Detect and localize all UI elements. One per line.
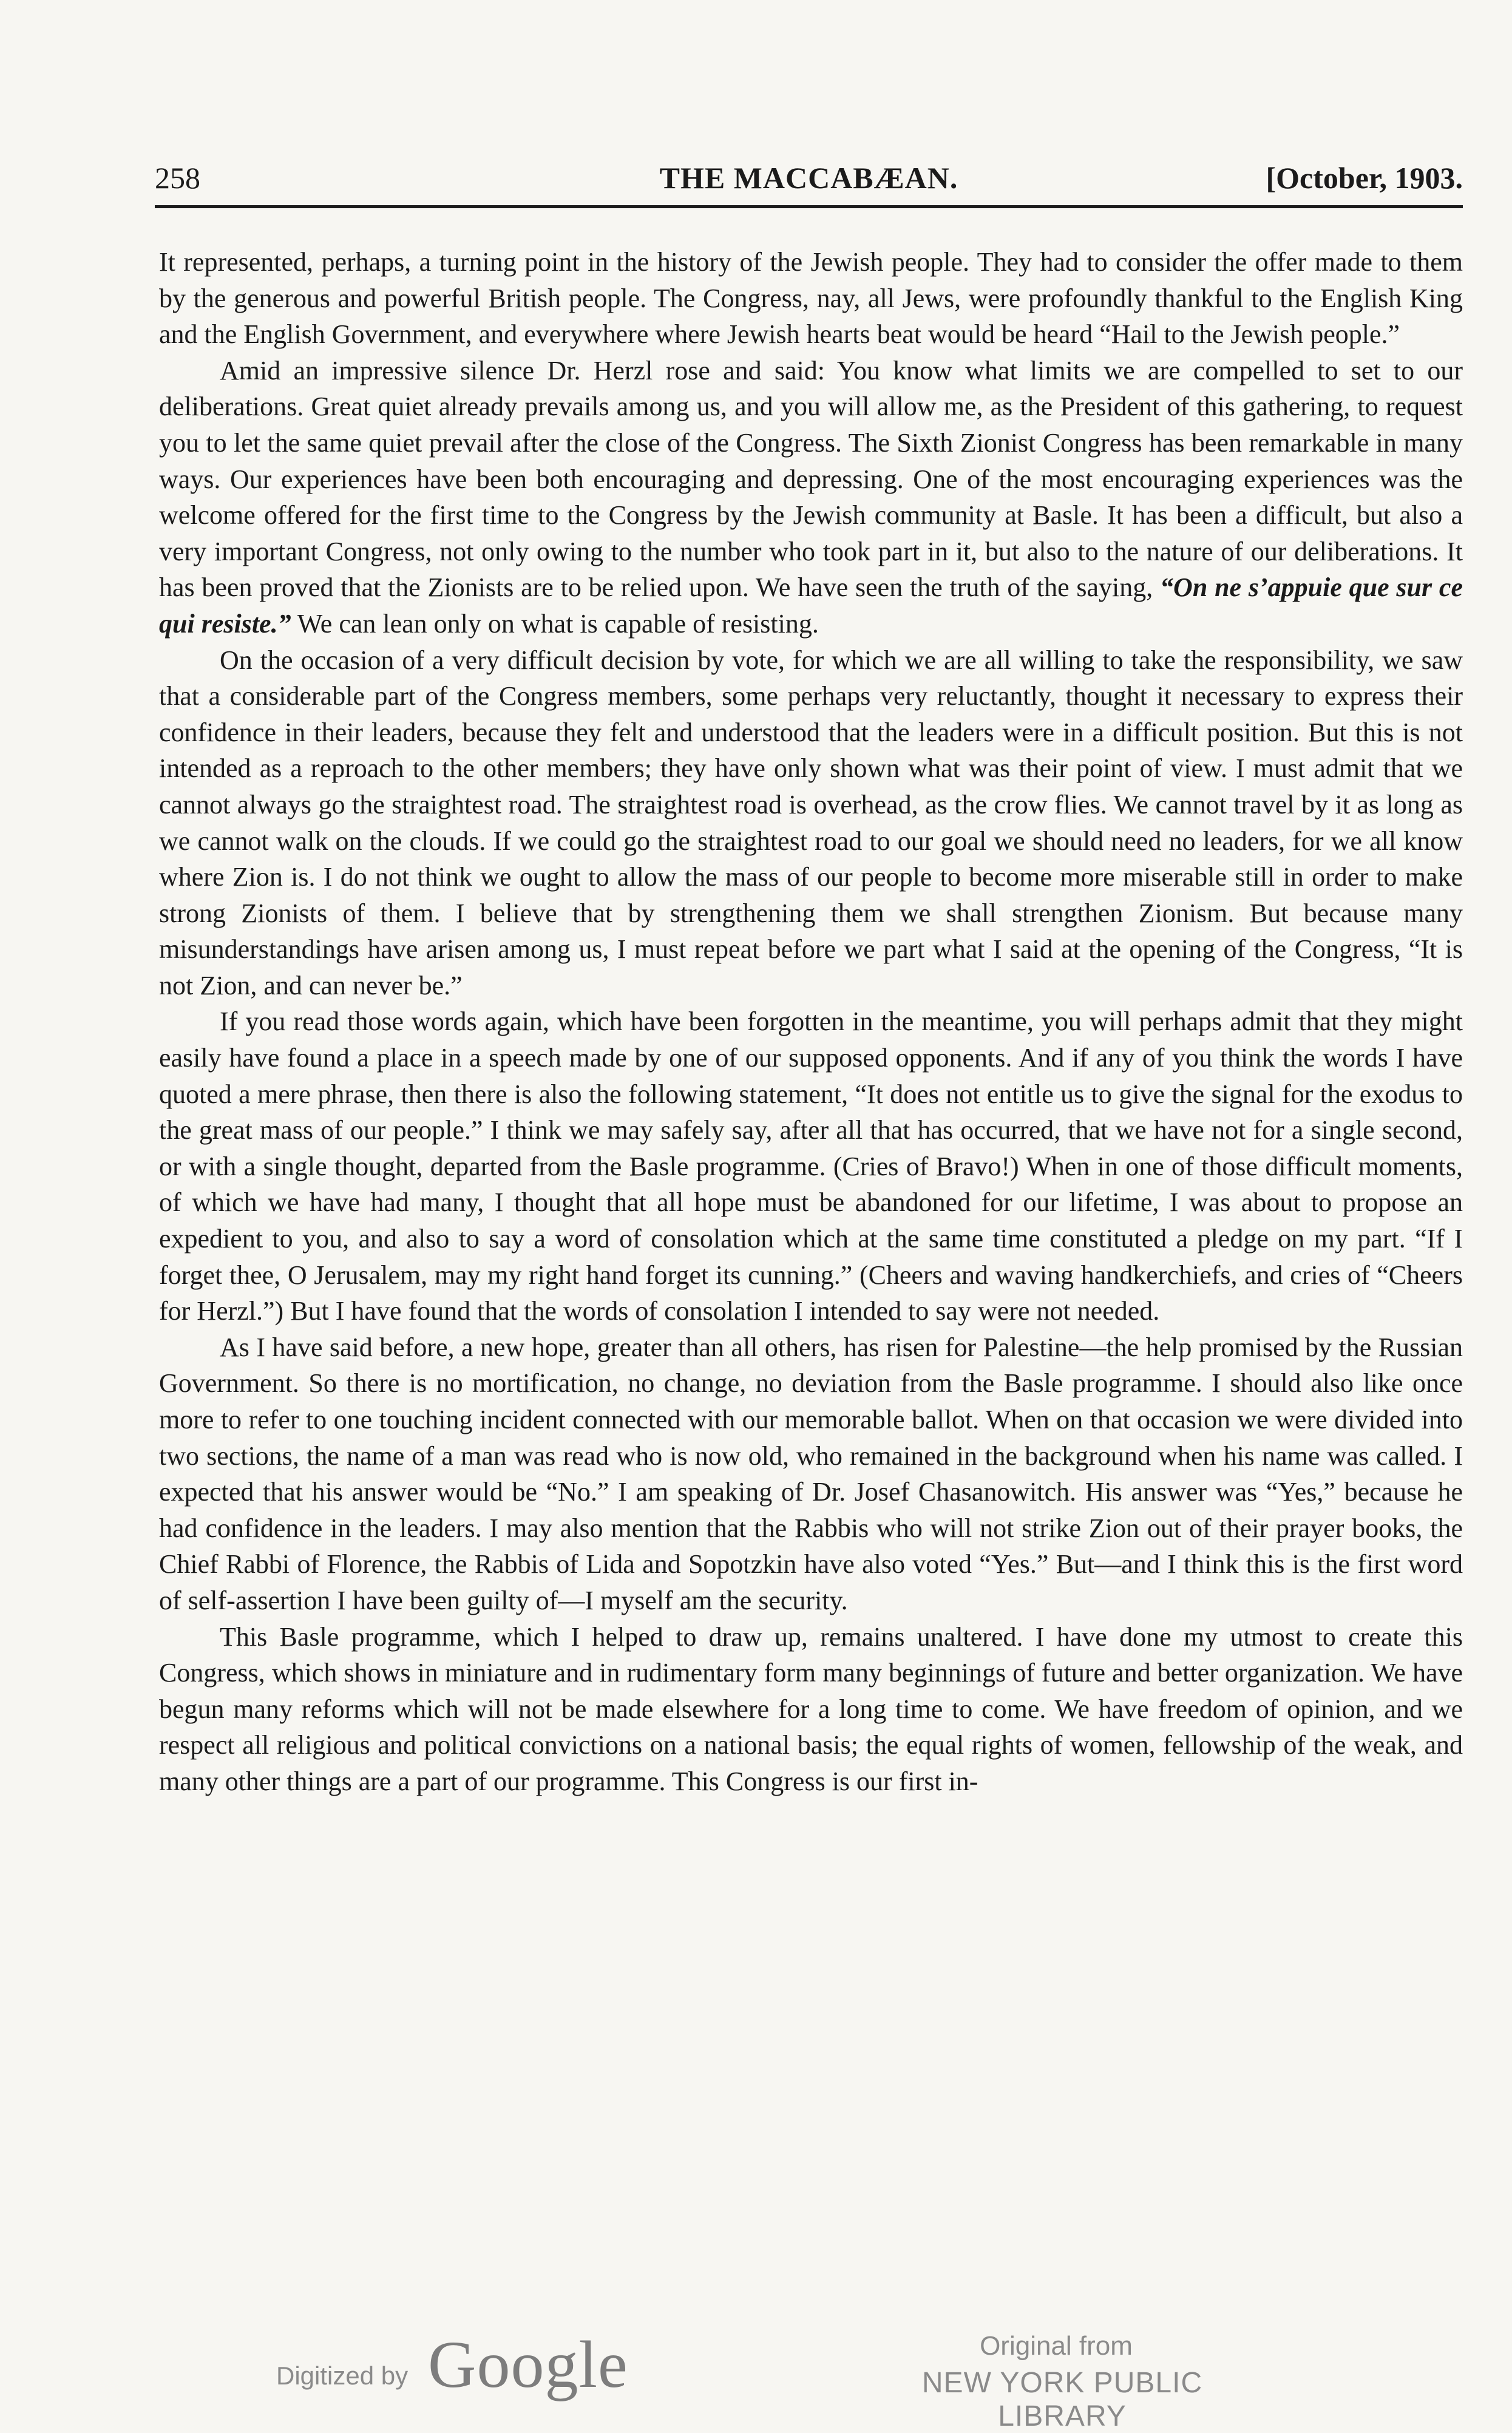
paragraph-2-text: Amid an impressive silence Dr. Herzl rose and said: You know what limits we are compelled to set to our deliberations. Great quiet already prevails among us, and you will allow me, as the President of this gathering, to request you to let the same quiet prevail after the close of the Congress. The Sixth Zionist Congress has been remarkable in many ways. Our experiences have been both encouraging and depressing. One of the most encouraging experiences was the welcome offered for the first time to the Congress by the Jewish community at Basle. It has been a difficult, but also a very important Congress, not only owing to the number who took part in it, but also to the nature of our deliberations. It has been proved that the Zionists are to be relied upon. We have seen the truth of the saying, <box>159 355 1463 603</box>
journal-title: THE MACCABÆAN. <box>659 161 958 195</box>
original-from-label: Original from <box>980 2331 1133 2361</box>
library-name: NEW YORK PUBLIC LIBRARY <box>921 2367 1203 2432</box>
french-quote: “On ne s’appuie que sur ce qui resiste.” <box>159 572 1463 639</box>
paragraph-2 <box>159 353 1463 642</box>
google-logo: Google <box>428 2327 628 2401</box>
digitized-by-label: Digitized by <box>276 2361 409 2390</box>
paragraph-2-continuation: We can lean only on what is capable of resisting. <box>291 608 819 639</box>
running-head <box>155 157 1463 199</box>
header-rule <box>155 205 1463 208</box>
paragraph-4: If you read those words again, which have been forgotten in the meantime, you will perhaps admit that they might easily have found a place in a speech made by one of our supposed opponents. And if any of you think the words I have quoted a mere phrase, then there is also the following statement, “It does not entitle us to give the signal for the exodus to the great mass of our people.” I think we may safely say, after all that has occurred, that we have not for a single second, or with a single thought, departed from the Basle programme. (Cries of Bravo!) When in one of those difficult moments, of which we have had many, I thought that all hope must be abandoned for our lifetime, I was about to propose an expedient to you, and also to say a word of consolation which at the same time constituted a pledge on my part. “If I forget thee, O Jerusalem, may my right hand forget its cunning.” (Cheers and waving handkerchiefs, and cries of “Cheers for Herzl.”) But I have found that the words of consolation I intended to say were not needed. <box>159 1006 1463 1326</box>
digitization-footer <box>0 2325 1512 2432</box>
paragraph-6: This Basle programme, which I helped to draw up, remains unaltered. I have done my utmost to create this Congress, which shows in miniature and in rudimentary form many beginnings of future and better organization. We have begun many reforms which will not be made elsewhere for a long time to come. We have freedom of opinion, and we respect all religious and political convictions on a national basis; the equal rights of women, fellowship of the weak, and many other things are a part of our programme. This Congress is our first in- <box>159 1621 1463 1796</box>
issue-date: [October, 1903. <box>1266 161 1463 195</box>
paragraph-1: It represented, perhaps, a turning point in the history of the Jewish people. They had to consider the offer made to them by the generous and powerful British people. The Congress, nay, all Jews, were profoundly thankful to the English King and the English Government, and everywhere where Jewish hearts beat would be heard “Hail to the Jewish people.” <box>159 247 1463 350</box>
article-body <box>159 244 1463 1800</box>
paragraph-3: On the occasion of a very difficult decision by vote, for which we are all willing to take the responsibility, we saw that a considerable part of the Congress members, some perhaps very reluctantly, thought it necessary to express their confidence in their leaders, because they felt and understood that the leaders were in a difficult position. But this is not intended as a reproach to the other members; they have only shown what was their point of view. I must admit that we cannot always go the straightest road. The straightest road is overhead, as the crow flies. We cannot travel by it as long as we cannot walk on the clouds. If we could go the straightest road to our goal we should need no leaders, for we all know where Zion is. I do not think we ought to allow the mass of our people to become more miserable still in order to make strong Zionists of them. I believe that by strengthening them we shall strengthen Zionism. But because many misunderstandings have arisen among us, I must repeat before we part what I said at the opening of the Congress, “It is not Zion, and can never be.” <box>159 645 1463 1000</box>
page-number: 258 <box>155 161 200 195</box>
paragraph-5: As I have said before, a new hope, greater than all others, has risen for Palestine—the help promised by the Russian Government. So there is no mortification, no change, no deviation from the Basle programme. I should also like once more to refer to one touching incident connected with our memorable ballot. When on that occasion we were divided into two sections, the name of a man was read who is now old, who remained in the background when his name was called. I expected that his answer would be “No.” I am speaking of Dr. Josef Chasanowitch. His answer was “Yes,” because he had confidence in the leaders. I may also mention that the Rabbis who will not strike Zion out of their prayer books, the Chief Rabbi of Florence, the Rabbis of Lida and Sopotzkin have also voted “Yes.” But—and I think this is the first word of self-assertion I have been guilty of—I myself am the security. <box>159 1332 1463 1615</box>
